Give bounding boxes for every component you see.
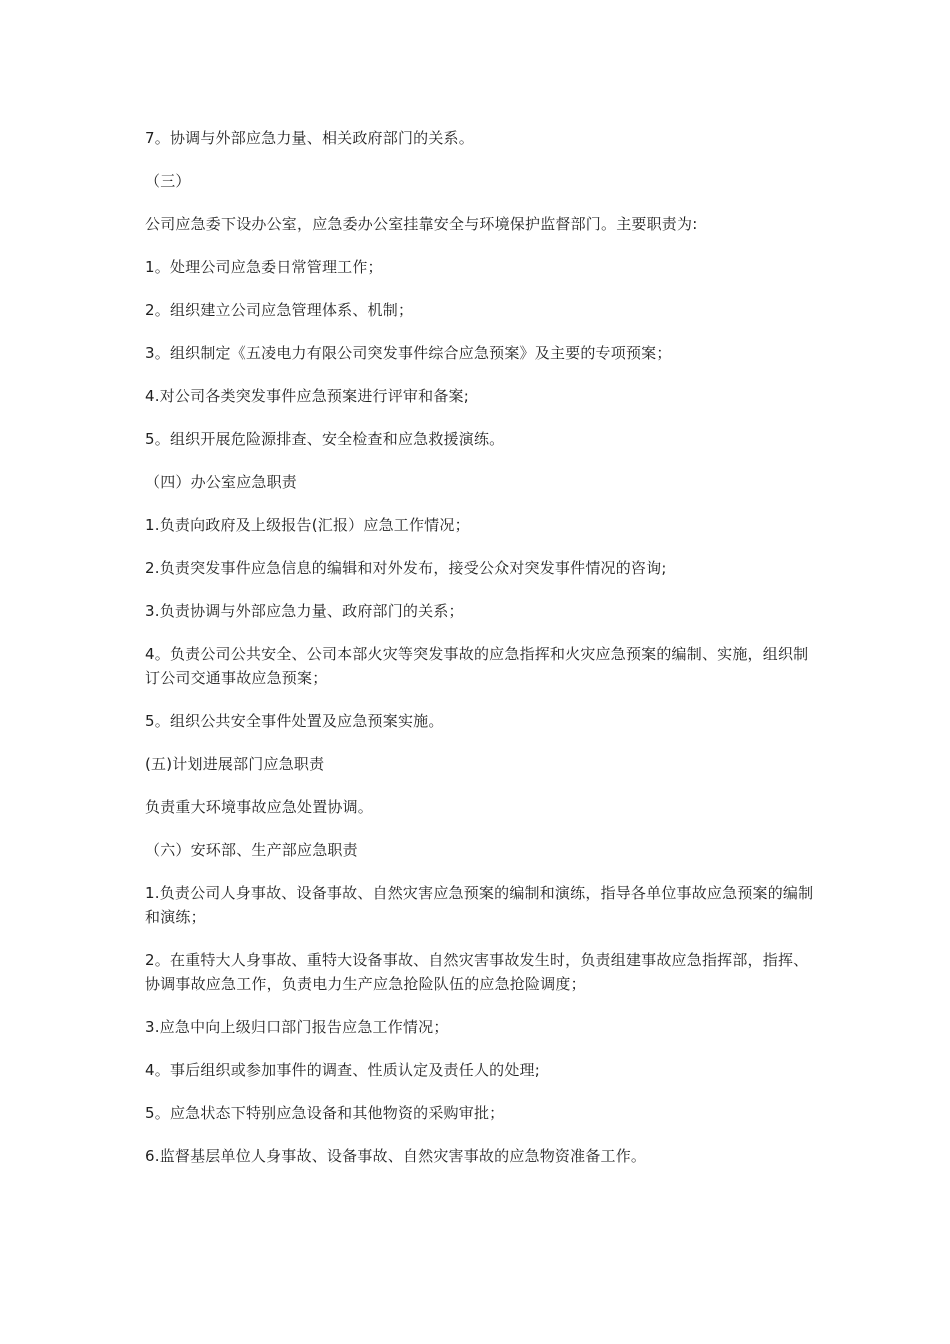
paragraph: 公司应急委下设办公室，应急委办公室挂靠安全与环境保护监督部门。主要职责为: — [145, 215, 698, 233]
list-item: 1.负责向政府及上级报告(汇报）应急工作情况； — [145, 516, 470, 534]
list-item: 3.负责协调与外部应急力量、政府部门的关系； — [145, 602, 464, 620]
section-heading: (五)计划进展部门应急职责 — [145, 755, 325, 773]
list-item: 6.监督基层单位人身事故、设备事故、自然灾害事故的应急物资准备工作。 — [145, 1147, 647, 1165]
list-item: 5。组织公共安全事件处置及应急预案实施。 — [145, 712, 444, 730]
list-item: 3。组织制定《五凌电力有限公司突发事件综合应急预案》及主要的专项预案； — [145, 344, 672, 362]
list-item: 5。应急状态下特别应急设备和其他物资的采购审批； — [145, 1104, 505, 1122]
list-item: 2。在重特大人身事故、重特大设备事故、自然灾害事故发生时，负责组建事故应急指挥部，指挥、协调事故应急工作，负责电力生产应急抢险队伍的应急抢险调度； — [145, 951, 809, 993]
list-item: 4。事后组织或参加事件的调查、性质认定及责任人的处理; — [145, 1061, 540, 1079]
list-item: 1。处理公司应急委日常管理工作； — [145, 258, 383, 276]
list-item: 4。负责公司公共安全、公司本部火灾等突发事故的应急指挥和火灾应急预案的编制、实施，组织制订公司交通事故应急预案； — [145, 645, 809, 687]
list-item: 4.对公司各类突发事件应急预案进行评审和备案; — [145, 387, 469, 405]
paragraph: 7。协调与外部应急力量、相关政府部门的关系。 — [145, 129, 474, 147]
document-body — [145, 126, 815, 1187]
list-item: 1.负责公司人身事故、设备事故、自然灾害应急预案的编制和演练，指导各单位事故应急预案的编制和演练； — [145, 884, 814, 926]
section-heading: （三） — [145, 172, 191, 190]
list-item: 5。组织开展危险源排查、安全检查和应急救援演练。 — [145, 430, 505, 448]
paragraph: 负责重大环境事故应急处置协调。 — [145, 798, 374, 816]
section-heading: （六）安环部、生产部应急职责 — [145, 841, 358, 859]
section-heading: （四）办公室应急职责 — [145, 473, 298, 491]
list-item: 3.应急中向上级归口部门报告应急工作情况； — [145, 1018, 449, 1036]
list-item: 2.负责突发事件应急信息的编辑和对外发布，接受公众对突发事件情况的咨询; — [145, 559, 667, 577]
list-item: 2。组织建立公司应急管理体系、机制； — [145, 301, 414, 319]
